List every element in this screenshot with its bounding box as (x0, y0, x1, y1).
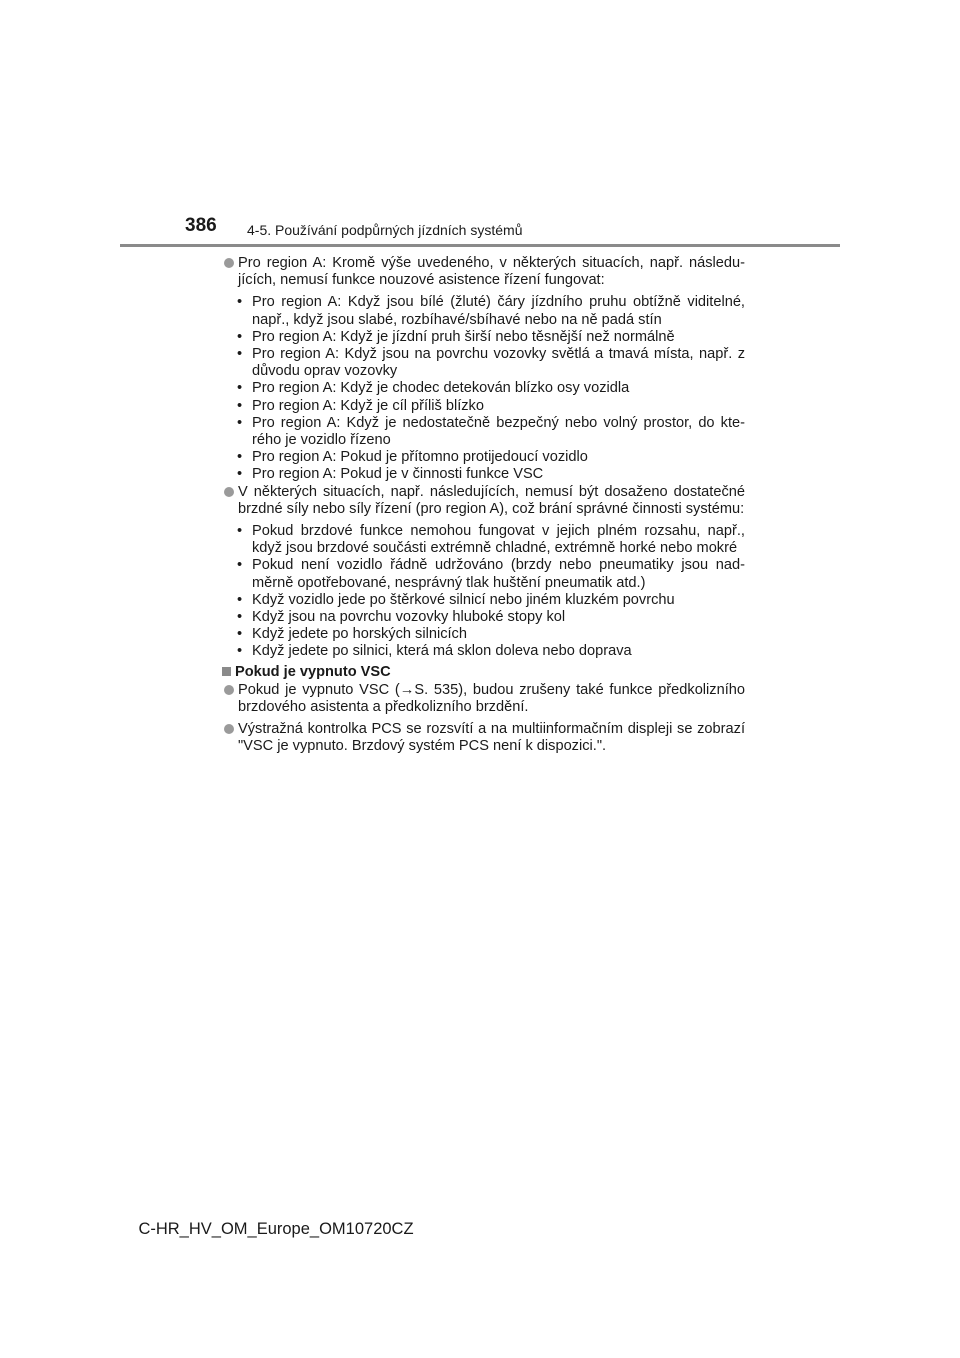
list-item (222, 643, 745, 660)
list-item (222, 346, 745, 380)
list-item-text: Pokud brzdové funkce nemohou fungovat v jejich plném rozsahu, např., když jsou brzdové součásti extrémně chladné, extrémně horké nebo mokré (252, 523, 745, 557)
dot-bullet-icon: • (237, 591, 243, 608)
list-item-text: Když jsou na povrchu vozovky hluboké stopy kol (252, 609, 566, 626)
dot-bullet-icon: • (237, 380, 243, 397)
list-item (222, 466, 745, 483)
list-item-text: Pro region A: Když jsou na povrchu vozovky světlá a tmavá místa, např. z důvodu oprav vozovky (252, 346, 745, 380)
dot-bullet-icon: • (237, 449, 243, 466)
list-item-text: Pro region A: Když je chodec detekován blízko osy vozidla (252, 380, 630, 397)
dot-bullet-icon: • (237, 414, 243, 431)
dot-bullet-icon: • (237, 557, 243, 574)
bullet-paragraph (222, 682, 745, 716)
page-content (222, 255, 745, 756)
bullet-paragraph (222, 484, 745, 518)
list-item-text: Pro region A: Pokud je v činnosti funkce VSC (252, 466, 544, 483)
list-item (222, 329, 745, 346)
sub-list (222, 294, 745, 483)
list-item (222, 609, 745, 626)
paragraph-text: V některých situacích, např. následujících, nemusí být dosaženo dostatečné brzdné síly nebo síly řízení (pro region A), což brání správné činnosti systému: (238, 483, 745, 517)
paragraph-text: Pro region A: Kromě výše uvedeného, v některých situacích, např. následujících, nemusí funkce nouzové asistence řízení fungovat: (238, 255, 745, 289)
dot-bullet-icon: • (237, 523, 243, 540)
list-item-text: Pro region A: Když je nedostatečně bezpečný nebo volný prostor, do kterého je vozidlo řízeno (252, 414, 745, 449)
dot-bullet-icon: • (237, 397, 243, 414)
list-item-text: Když vozidlo jede po štěrkové silnicí nebo jiném kluzkém povrchu (252, 591, 675, 608)
dot-bullet-icon: • (237, 328, 243, 345)
document-code: C-HR_HV_OM_Europe_OM10720CZ (138, 1220, 414, 1238)
paragraph-text: Pokud je vypnuto VSC (→S. 535), budou zrušeny také funkce předkolizního brzdového asistenta a předkolizního brzdění. (238, 681, 745, 716)
bullet-paragraph (222, 255, 745, 289)
list-item-text: Pro region A: Když je cíl příliš blízko (252, 397, 484, 414)
dot-bullet-icon: • (237, 643, 243, 660)
circle-bullet-icon (224, 258, 234, 268)
circle-bullet-icon (224, 487, 234, 497)
list-item (222, 592, 745, 609)
sub-list (222, 523, 745, 661)
section-title: 4-5. Používání podpůrných jízdních systémů (247, 222, 523, 238)
list-item (222, 415, 745, 449)
list-item-text: Pokud není vozidlo řádně udržováno (brzdy nebo pneumatiky jsou nadměrně opotřebované, nesprávný tlak huštění pneumatik atd.) (252, 557, 745, 591)
list-item (222, 380, 745, 397)
header-rule (120, 244, 840, 247)
dot-bullet-icon: • (237, 346, 243, 363)
list-item (222, 523, 745, 557)
list-item-text: Když jedete po silnici, která má sklon doleva nebo doprava (252, 643, 632, 660)
paragraph-text: Výstražná kontrolka PCS se rozsvítí a na multiinformačním displeji se zobrazí "VSC je vypnuto. Brzdový systém PCS není k dispozici.". (238, 721, 745, 755)
dot-bullet-icon: • (237, 626, 243, 643)
circle-bullet-icon (224, 724, 234, 734)
page-number: 386 (185, 215, 217, 236)
list-item (222, 294, 745, 328)
list-item-text: Když jedete po horských silnicích (252, 626, 467, 643)
list-item (222, 398, 745, 415)
bullet-paragraph (222, 721, 745, 755)
square-bullet-icon (222, 667, 231, 676)
dot-bullet-icon: • (237, 609, 243, 626)
dot-bullet-icon: • (237, 294, 243, 311)
section-heading (222, 664, 745, 681)
list-item-text: Pro region A: Když jsou bílé (žluté) čáry jízdního pruhu obtížně viditelné, např., když jsou slabé, rozbíhavé/sbíhavé nebo na ně padá stín (252, 294, 745, 328)
list-item (222, 626, 745, 643)
list-item-text: Pro region A: Když je jízdní pruh širší nebo těsnější než normálně (252, 328, 675, 345)
dot-bullet-icon: • (237, 466, 243, 483)
list-item-text: Pro region A: Pokud je přítomno protijedoucí vozidlo (252, 449, 588, 466)
list-item (222, 449, 745, 466)
circle-bullet-icon (224, 685, 234, 695)
heading-text: Pokud je vypnuto VSC (235, 663, 391, 680)
list-item (222, 557, 745, 591)
